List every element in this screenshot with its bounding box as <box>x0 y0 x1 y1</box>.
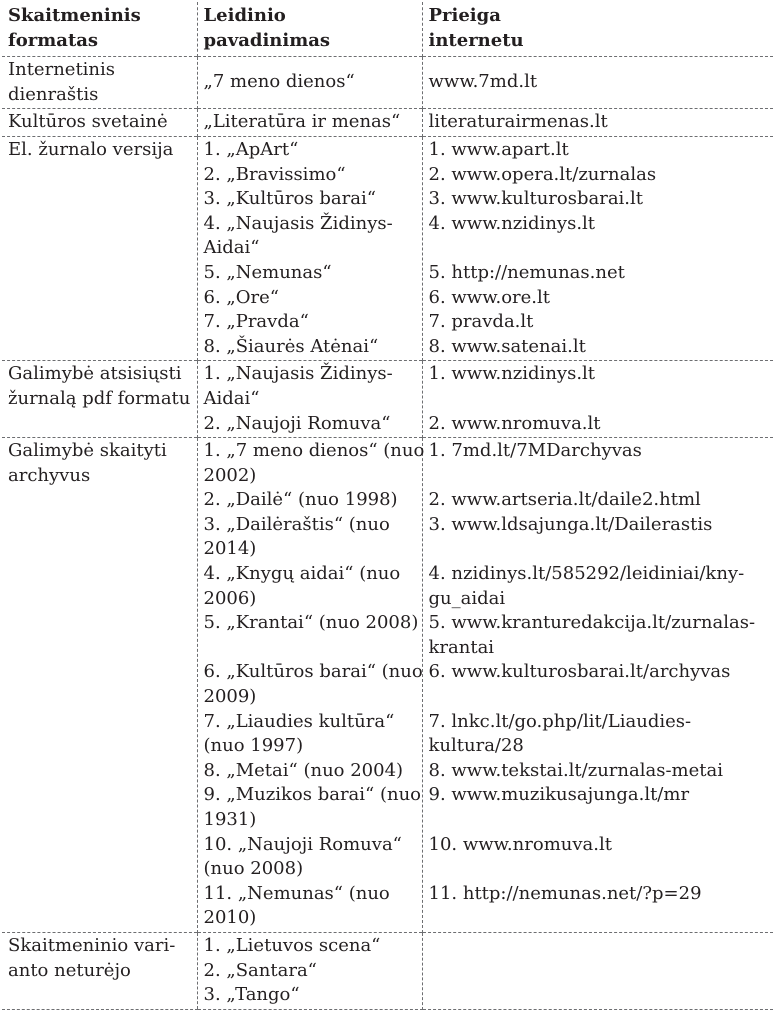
table-row <box>2 438 773 933</box>
cell-line: 8. „Šiaurės Atėnai“ <box>203 335 379 357</box>
header-title <box>197 2 422 57</box>
cell-line: 1931) <box>203 809 257 830</box>
cell-line: Galimybė skaityti <box>8 440 167 462</box>
cell-format <box>2 57 197 109</box>
header-line: formatas <box>8 29 99 51</box>
cell-line: 3. „Kultūros barai“ <box>203 188 376 210</box>
cell-title <box>197 57 422 109</box>
cell-format <box>2 109 197 137</box>
cell-access <box>422 136 773 360</box>
cell-line: kultura/28 <box>428 735 524 757</box>
cell-line: dienraštis <box>8 83 99 105</box>
cell-line: Skaitmeninio vari- <box>8 934 176 956</box>
header-access <box>422 2 773 57</box>
cell-line: archyvus <box>8 464 91 486</box>
cell-line: 3. www.kulturosbarai.lt <box>428 188 644 210</box>
cell-line: 6. www.ore.lt <box>428 286 551 308</box>
cell-line: Galimybė atsisiųsti <box>8 363 182 385</box>
cell-line: 1. www.nzidinys.lt <box>428 363 596 385</box>
cell-line: 2. „Dailė“ (nuo 1998) <box>203 489 398 511</box>
cell-line: 10. „Naujoji Romuva“ <box>203 833 402 855</box>
cell-line: 6. www.kulturosbarai.lt/archyvas <box>428 661 731 683</box>
cell-line: 5. „Nemunas“ <box>203 261 332 283</box>
cell-access <box>422 109 773 137</box>
cell-format <box>2 361 197 438</box>
header-line: pavadinimas <box>203 29 331 51</box>
cell-line: Aidai“ <box>203 237 260 259</box>
cell-line: 11. http://nemunas.net/?p=29 <box>428 882 702 904</box>
header-line: internetu <box>428 29 524 51</box>
cell-line: 1. „7 meno dienos“ (nuo <box>203 440 425 462</box>
cell-title <box>197 136 422 360</box>
cell-line: 6. „Kultūros barai“ (nuo <box>203 661 423 683</box>
cell-line: 1. „ApArt“ <box>203 138 299 160</box>
cell-line: 1. „Naujasis Židinys- <box>203 363 393 385</box>
cell-access <box>422 57 773 109</box>
cell-line: 4. nzidinys.lt/585292/leidiniai/kny- <box>428 563 745 585</box>
cell-line: 9. „Muzikos barai“ (nuo <box>203 784 422 806</box>
cell-access <box>422 932 773 1009</box>
cell-line: 5. „Krantai“ (nuo 2008) <box>203 612 419 634</box>
cell-line <box>429 857 768 882</box>
cell-line <box>429 387 768 412</box>
cell-line: 2. www.opera.lt/zurnalas <box>428 163 657 185</box>
cell-line: 8. „Metai“ (nuo 2004) <box>203 759 404 781</box>
cell-line: 8. www.satenai.lt <box>428 335 586 357</box>
cell-access <box>422 438 773 933</box>
cell-line <box>429 537 768 562</box>
cell-format <box>2 932 197 1009</box>
cell-line: Kultūros svetainė <box>8 111 168 133</box>
cell-line <box>429 236 768 261</box>
table-row <box>2 932 773 1009</box>
document-page <box>2 2 773 1010</box>
cell-line: 10. www.nromuva.lt <box>428 833 612 855</box>
cell-line: 5. www.kranturedakcija.lt/zurnalas- <box>428 612 756 634</box>
header-line: Leidinio <box>203 5 286 26</box>
cell-line: 1. „Lietuvos scena“ <box>203 934 381 956</box>
cell-line: 7. lnkc.lt/go.php/lit/Liaudies- <box>428 710 692 732</box>
cell-line: 2010) <box>203 907 257 929</box>
cell-line: El. žurnalo versija <box>8 138 174 160</box>
cell-line: 2009) <box>203 686 257 708</box>
cell-line: 1. 7md.lt/7MDarchyvas <box>428 440 642 462</box>
cell-line <box>429 685 768 710</box>
cell-line: 8. www.tekstai.lt/zurnalas-metai <box>428 759 723 781</box>
cell-line <box>429 906 768 931</box>
cell-line <box>204 636 416 661</box>
cell-access <box>422 361 773 438</box>
cell-line: krantai <box>428 636 495 658</box>
cell-line: 4. „Knygų aidai“ (nuo <box>203 563 401 585</box>
cell-line: 7. „Liaudies kultūra“ <box>203 710 395 732</box>
cell-format <box>2 438 197 933</box>
cell-line: 2. „Naujoji Romuva“ <box>203 412 391 434</box>
cell-line: 2. „Santara“ <box>203 959 317 981</box>
cell-line: Aidai“ <box>203 387 260 409</box>
table-row <box>2 109 773 137</box>
cell-line: 2014) <box>203 538 257 560</box>
cell-title <box>197 361 422 438</box>
cell-line: 3. „Tango“ <box>203 984 300 1006</box>
cell-title <box>197 438 425 933</box>
cell-line: 6. „Ore“ <box>203 286 279 308</box>
header-line: Prieiga <box>428 5 501 26</box>
cell-title <box>197 109 422 137</box>
table-header-row <box>2 2 773 57</box>
cell-line: 1. www.apart.lt <box>428 138 569 160</box>
cell-line: (nuo 2008) <box>203 858 304 880</box>
cell-line: 2. www.nromuva.lt <box>428 412 601 434</box>
cell-line: 3. www.ldsajunga.lt/Dailerastis <box>428 513 713 535</box>
cell-line: „Literatūra ir menas“ <box>203 111 401 133</box>
cell-line: gu_aidai <box>428 587 506 609</box>
table-row <box>2 361 773 438</box>
table-row <box>2 57 773 109</box>
cell-line: www.7md.lt <box>428 71 538 93</box>
cell-line: 4. „Naujasis Židinys- <box>203 212 393 234</box>
cell-line: žurnalą pdf formatu <box>8 387 191 409</box>
header-line: Skaitmeninis <box>8 5 141 26</box>
cell-line: Internetinis <box>8 59 116 81</box>
cell-line: 11. „Nemunas“ (nuo <box>203 882 390 904</box>
cell-line: 2. „Bravissimo“ <box>203 163 346 185</box>
cell-line: 4. www.nzidinys.lt <box>428 212 596 234</box>
cell-line: literaturairmenas.lt <box>428 111 608 133</box>
cell-line <box>429 464 768 489</box>
cell-line <box>429 808 768 833</box>
cell-line: 7. „Pravda“ <box>203 311 309 333</box>
table-row <box>2 136 773 360</box>
cell-line: 5. http://nemunas.net <box>428 261 625 283</box>
publications-table <box>2 2 773 1010</box>
cell-line: 2002) <box>203 464 257 486</box>
cell-line: 2006) <box>203 587 257 609</box>
cell-format <box>2 136 197 360</box>
cell-line: anto neturėjo <box>8 959 131 981</box>
cell-line: 3. „Dailėraštis“ (nuo <box>203 513 390 535</box>
cell-line: 2. www.artseria.lt/daile2.html <box>428 489 701 511</box>
cell-title <box>197 932 422 1009</box>
cell-line: 9. www.muzikusajunga.lt/mr <box>428 784 690 806</box>
header-format <box>2 2 197 57</box>
cell-line: 7. pravda.lt <box>428 311 534 333</box>
cell-line: (nuo 1997) <box>203 735 304 757</box>
cell-line: „7 meno dienos“ <box>203 71 355 93</box>
